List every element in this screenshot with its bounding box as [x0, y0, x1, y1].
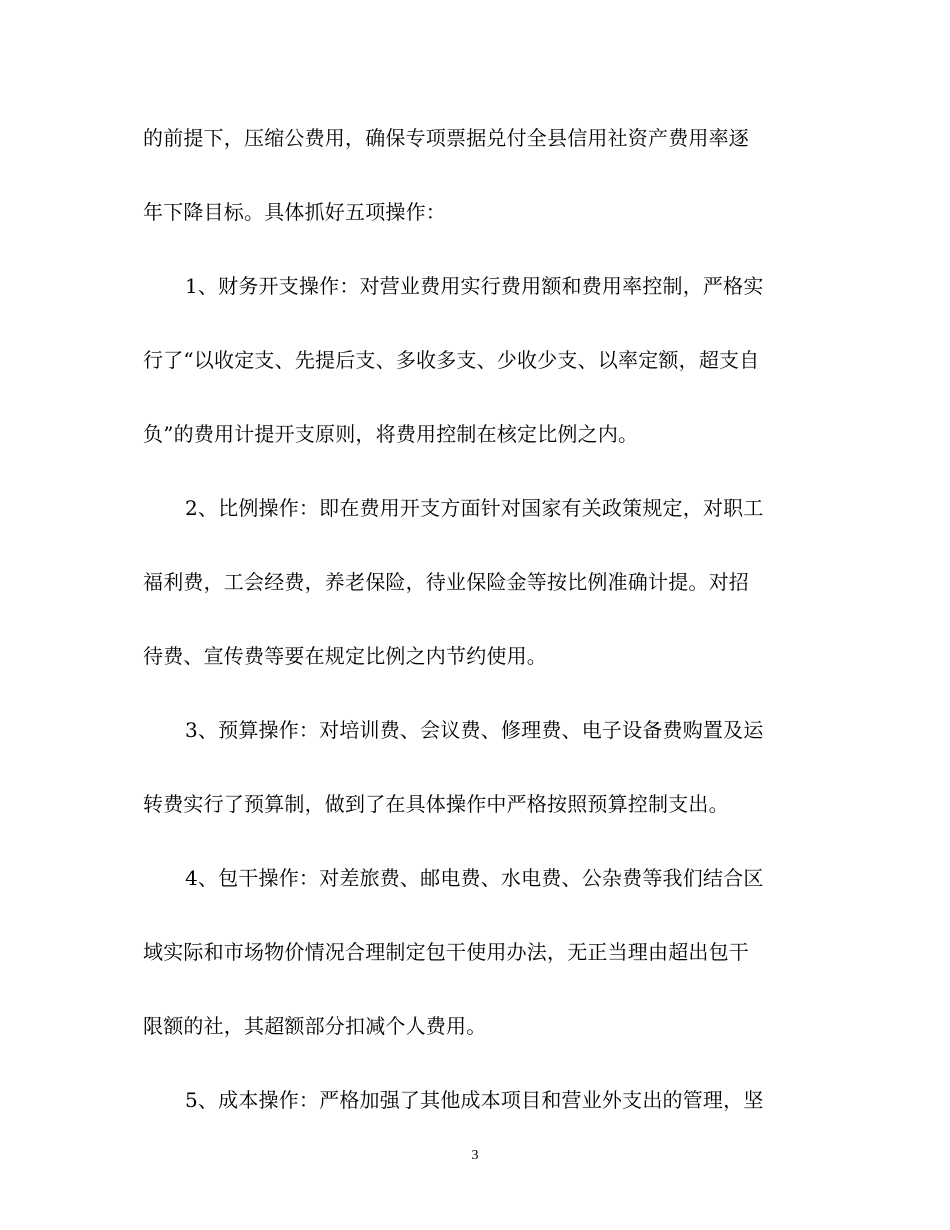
text-line: 的前提下，压缩公费用，确保专项票据兑付全县信用社资产费用率逐 [143, 126, 749, 150]
text-line: 待费、宣传费等要在规定比例之内节约使用。 [143, 644, 547, 668]
paragraph-3-start: 3、预算操作：对培训费、会议费、修理费、电子设备费购置及运 [185, 718, 764, 742]
paragraph-5-start: 5、成本操作：严格加强了其他成本项目和营业外支出的管理，坚 [185, 1088, 764, 1112]
paragraph-1-start: 1、财务开支操作：对营业费用实行费用额和费用率控制，严格实 [185, 274, 764, 298]
text-line: 年下降目标。具体抓好五项操作： [143, 200, 446, 224]
paragraph-2-start: 2、比例操作：即在费用开支方面针对国家有关政策规定，对职工 [185, 496, 764, 520]
text-line: 转费实行了预算制，做到了在具体操作中严格按照预算控制支出。 [143, 792, 729, 816]
text-line: 负”的费用计提开支原则，将费用控制在核定比例之内。 [143, 422, 639, 446]
text-line: 域实际和市场物价情况合理制定包干使用办法，无正当理由超出包干 [143, 940, 749, 964]
text-line: 行了“以收定支、先提后支、多收多支、少收少支、以率定额，超支自 [143, 348, 760, 372]
text-line: 限额的社，其超额部分扣减个人费用。 [143, 1014, 487, 1038]
text-line: 福利费，工会经费，养老保险，待业保险金等按比例准确计提。对招 [143, 570, 749, 594]
paragraph-4-start: 4、包干操作：对差旅费、邮电费、水电费、公杂费等我们结合区 [185, 866, 764, 890]
page-number: 3 [471, 1148, 479, 1163]
